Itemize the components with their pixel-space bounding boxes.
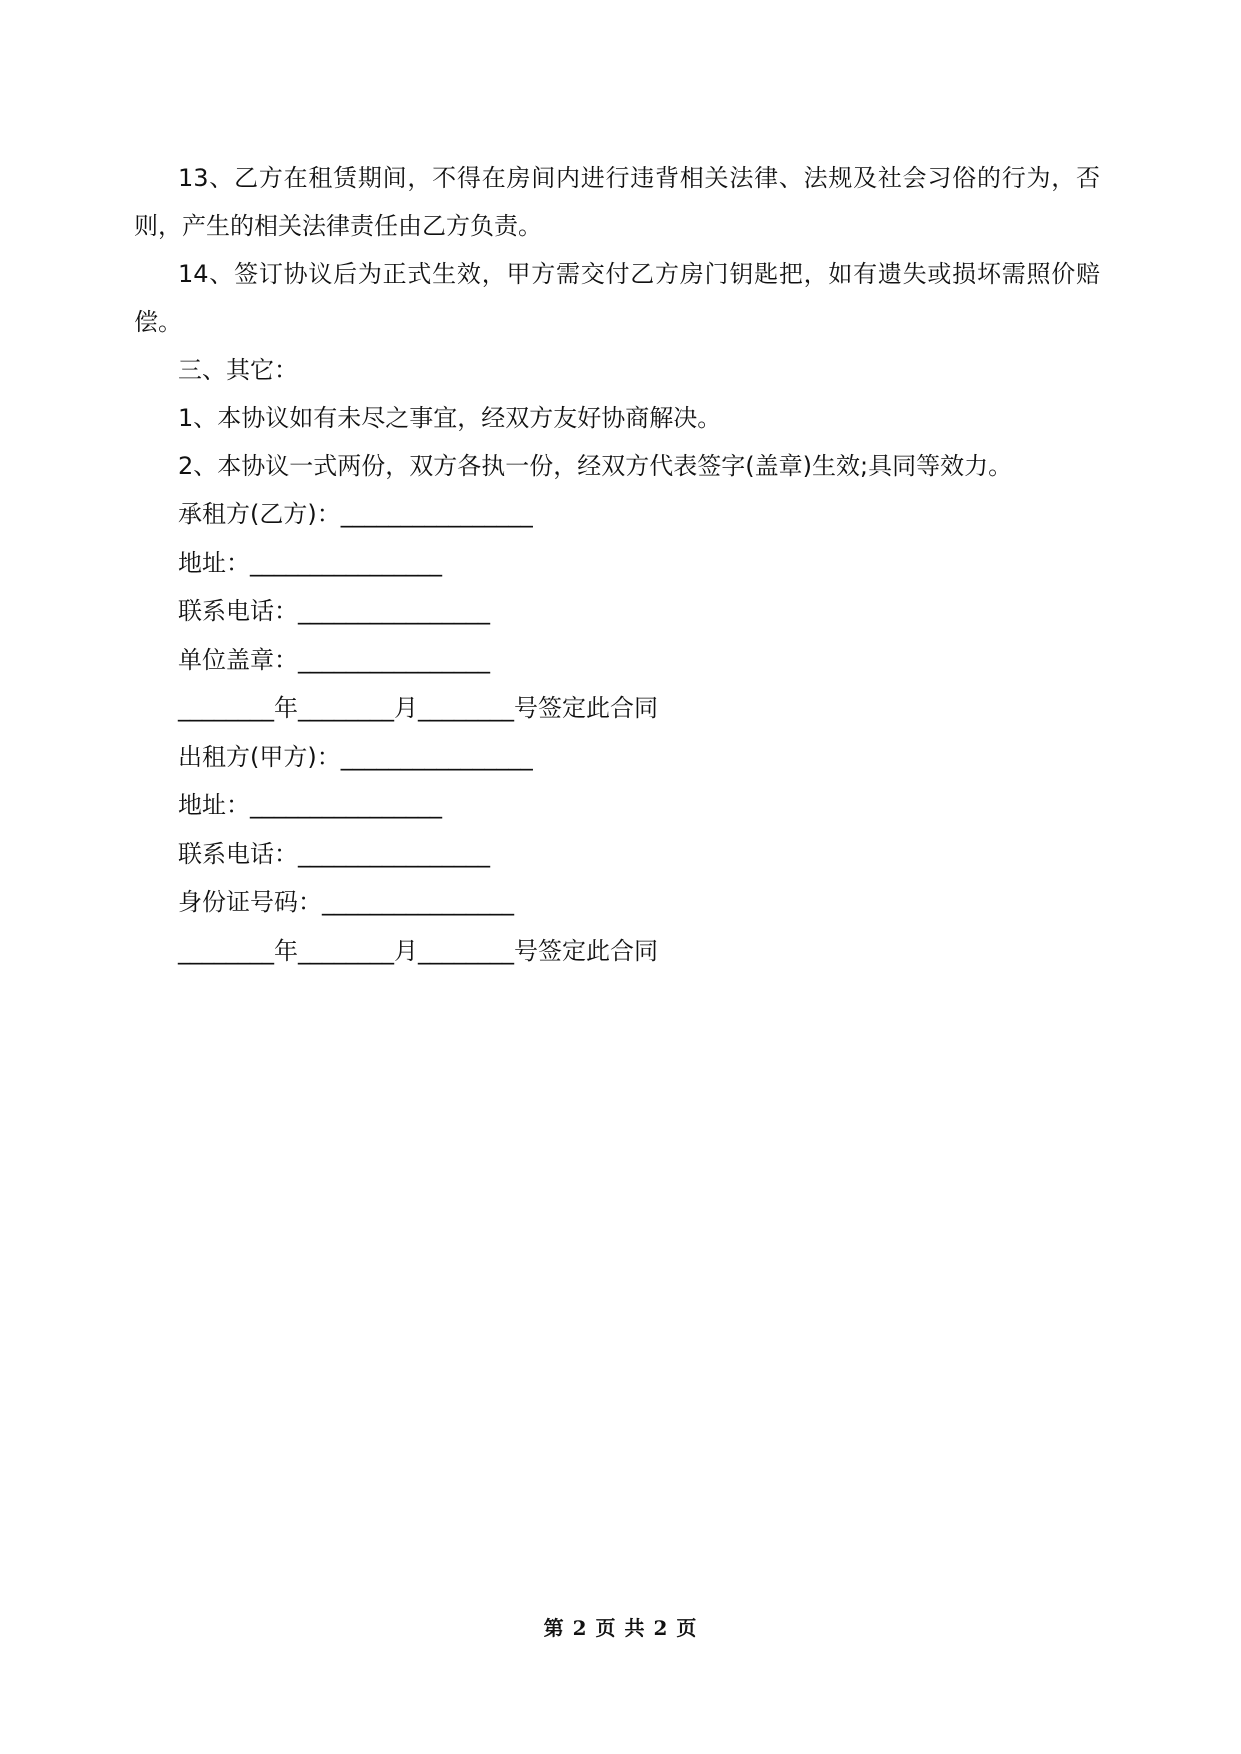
lessor-signature-block — [134, 733, 1100, 976]
clause-14: 14、签订协议后为正式生效，甲方需交付乙方房门钥匙把，如有遗失或损坏需照价赔偿。 — [134, 260, 1100, 336]
other-item-2: 2、本协议一式两份，双方各执一份，经双方代表签字(盖章)生效;具同等效力。 — [178, 452, 1013, 480]
lessor-name-line: 出租方(甲方)：________________ — [178, 742, 533, 771]
page-number-label: 第 2 页 共 2 页 — [543, 1616, 698, 1640]
clause-13: 13、乙方在租赁期间，不得在房间内进行违背相关法律、法规及社会习俗的行为，否则，产生的相关法律责任由乙方负责。 — [134, 164, 1100, 240]
lessor-date-line: ________年________月________号签定此合同 — [178, 936, 658, 965]
lessee-signature-block — [134, 490, 1100, 733]
lessor-address-line: 地址：________________ — [178, 791, 442, 819]
other-item-1: 1、本协议如有未尽之事宜，经双方友好协商解决。 — [178, 404, 722, 432]
lessee-address-line: 地址：________________ — [178, 548, 442, 577]
section-title-other: 三、其它： — [178, 356, 298, 384]
lessor-phone-line: 联系电话：________________ — [178, 839, 490, 868]
lessor-id-line: 身份证号码：________________ — [178, 888, 514, 916]
lessee-seal-line: 单位盖章：________________ — [178, 645, 490, 674]
lessee-phone-line: 联系电话：________________ — [178, 597, 490, 625]
document-body — [134, 154, 1100, 975]
lessee-date-line: ________年________月________号签定此合同 — [178, 694, 658, 722]
lessee-name-line: 承租方(乙方)：________________ — [178, 500, 533, 528]
page-footer — [0, 1612, 1241, 1641]
